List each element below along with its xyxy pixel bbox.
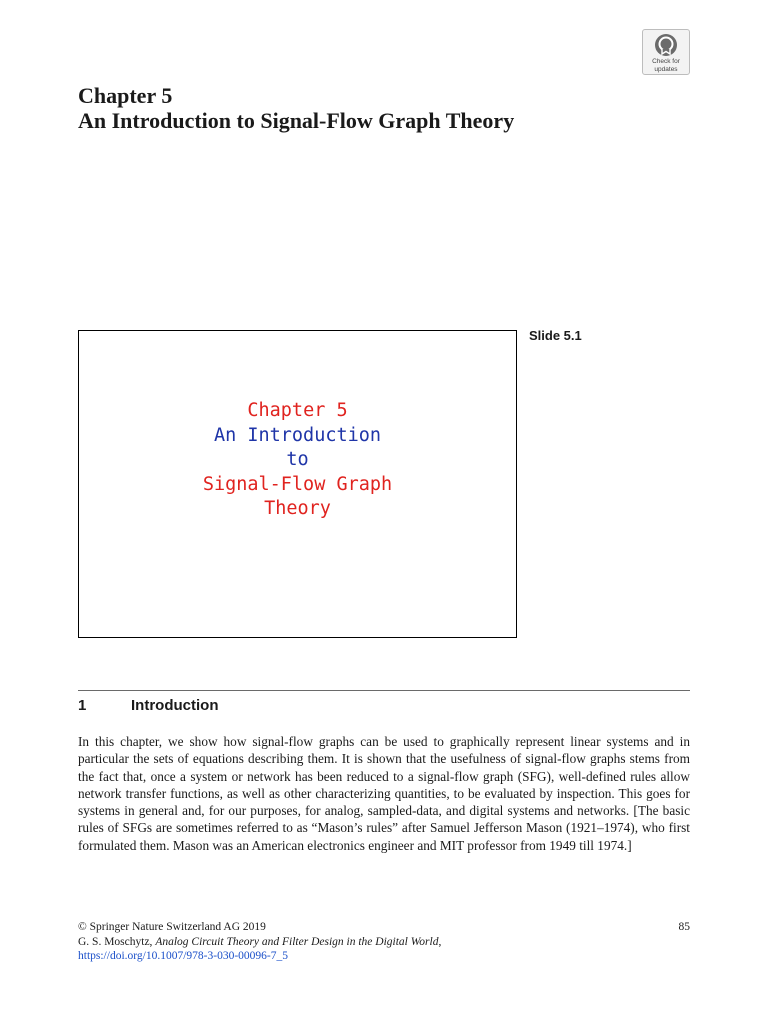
section-title: Introduction (131, 697, 219, 714)
badge-line1: Check for (652, 58, 680, 65)
section-divider (78, 690, 690, 691)
citation-book-title: Analog Circuit Theory and Filter Design in the Digital World (155, 935, 439, 948)
slide-line-chapter: Chapter 5 (247, 400, 348, 421)
copyright-line: © Springer Nature Switzerland AG 2019 (78, 921, 266, 933)
slide-line-intro: An Introduction (213, 424, 382, 446)
chapter-title: An Introduction to Signal-Flow Graph Theory (78, 108, 515, 133)
section-number: 1 (78, 697, 87, 714)
citation-suffix: , (438, 935, 442, 948)
page-number: 85 (678, 921, 690, 933)
slide-line-to: to (286, 449, 309, 470)
citation-author: G. S. Moschytz, (78, 935, 153, 948)
slide-line-topic: Signal-Flow Graph (202, 473, 393, 495)
check-for-updates-badge[interactable] (642, 29, 690, 75)
doi-link[interactable]: https://doi.org/10.1007/978-3-030-00096-7_5 (78, 950, 288, 962)
slide-title-block (79, 399, 516, 522)
slide-line-theory: Theory (264, 498, 331, 519)
slide-frame (78, 330, 517, 638)
bookmark-check-icon (654, 33, 678, 57)
slide-label: Slide 5.1 (529, 328, 582, 343)
section-body: In this chapter, we show how signal-flow graphs can be used to graphically represent linear systems and in particular the sets of equations describing them. It is shown that the usefulness of signal-flow graphs stems from the fact that, once a system or network has been reduced to a signal-flow graph (SFG), well-defined rules allow network transfer functions, as well as other characterizing quantities, to be evaluated by inspection. This goes for systems in general and, for our purposes, for analog, sampled-data, and digital systems and networks. [The basic rules of SFGs are sometimes referred to as “Mason’s rules” after Samuel Jefferson Mason (1921–1974), who first formulated them. Mason was an American electronics engineer and MIT professor from 1949 till 1974.] (78, 734, 690, 853)
citation-line (78, 935, 690, 950)
chapter-label: Chapter 5 (78, 83, 173, 108)
footer (78, 920, 690, 964)
badge-line2: updates (654, 66, 678, 73)
